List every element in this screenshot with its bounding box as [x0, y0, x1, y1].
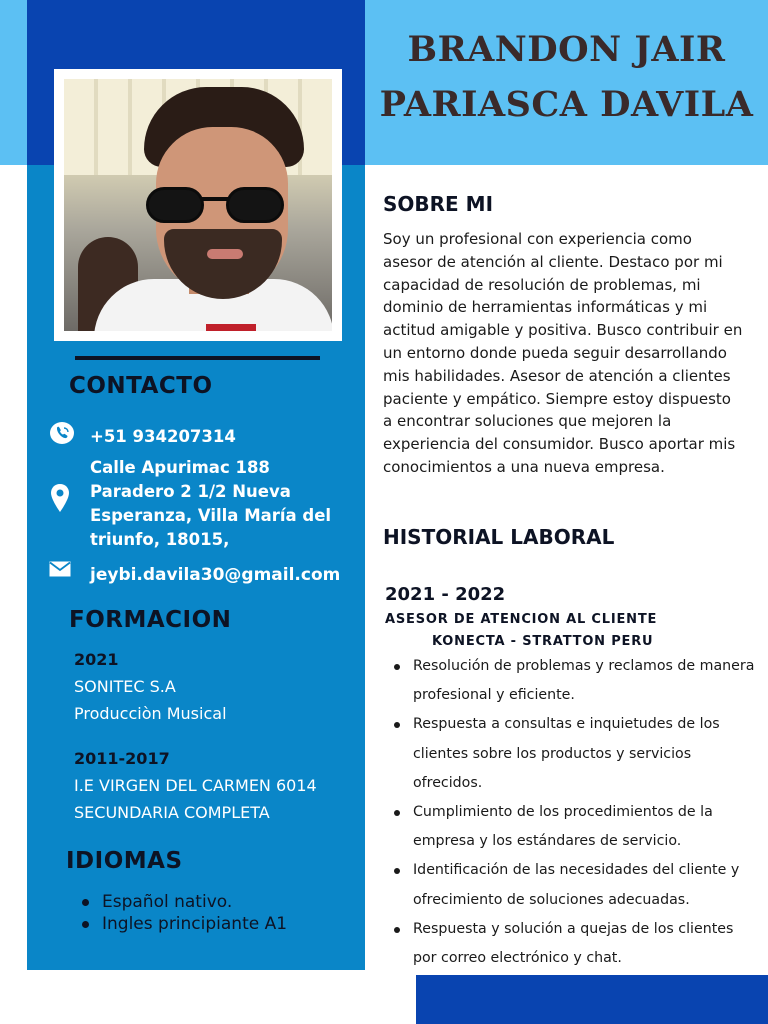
education-year: 2011-2017 — [74, 749, 170, 768]
education-entry — [74, 745, 317, 826]
education-entry — [74, 646, 227, 727]
education-institution: I.E VIRGEN DEL CARMEN 6014 — [74, 776, 317, 795]
job-years: 2021 - 2022 — [385, 584, 506, 605]
profile-photo-frame — [54, 69, 342, 341]
languages-heading: IDIOMAS — [66, 848, 183, 874]
envelope-icon — [49, 561, 71, 577]
about-text: Soy un profesional con experiencia como asesor de atención al cliente. Destaco por mi capacidad de resolución de problemas, mi dominio de herramientas informáticas y mi actitud amigable y positiva. Busco contribuir en un entorno donde pueda seguir desarrollando mis habilidades. Asesor de atención a clientes paciente y empático. Siempre estoy dispuesto a encontrar soluciones que mejoren la experiencia del consumidor. Busco aportar mis conocimientos a una nueva empresa. — [383, 230, 743, 476]
language-item: Ingles principiante A1 — [80, 913, 287, 935]
address: Calle Apurimac 188 Paradero 2 1/2 Nueva Esperanza, Villa María del triunfo, 18015, — [90, 458, 332, 549]
education-year: 2021 — [74, 650, 119, 669]
job-role: ASESOR DE ATENCION AL CLIENTE — [385, 612, 658, 627]
education-heading: FORMACION — [69, 607, 232, 633]
language-item: Español nativo. — [80, 891, 287, 913]
work-history-heading: HISTORIAL LABORAL — [383, 525, 615, 549]
name-line-2: PARIASCA DAVILA — [379, 84, 754, 125]
contact-heading: CONTACTO — [69, 373, 213, 399]
education-institution: SONITEC S.A — [74, 677, 176, 696]
location-pin-icon — [50, 483, 70, 513]
duty-item: Resolución de problemas y reclamos de manera profesional y eficiente. — [390, 652, 755, 710]
about-heading: SOBRE MI — [383, 192, 494, 216]
phone-icon — [49, 421, 75, 445]
duty-item: Identificación de las necesidades del cliente y ofrecimiento de soluciones adecuadas. — [390, 856, 755, 914]
job-duties-list — [390, 652, 755, 973]
footer-accent-block — [416, 975, 768, 1024]
profile-photo — [64, 79, 332, 331]
phone-number: +51 934207314 — [90, 427, 236, 446]
job-company: KONECTA - STRATTON PERU — [432, 634, 654, 649]
name-line-1: BRANDON JAIR — [407, 29, 726, 70]
education-program: SECUNDARIA COMPLETA — [74, 803, 270, 822]
languages-list — [80, 891, 287, 935]
duty-item: Respuesta a consultas e inquietudes de los clientes sobre los productos y servicios ofrecidos. — [390, 710, 755, 798]
email-address: jeybi.davila30@gmail.com — [90, 565, 341, 585]
sidebar-divider — [75, 356, 320, 360]
education-program: Producciòn Musical — [74, 704, 227, 723]
duty-item: Cumplimiento de los procedimientos de la empresa y los estándares de servicio. — [390, 798, 755, 856]
duty-item: Respuesta y solución a quejas de los clientes por correo electrónico y chat. — [390, 915, 755, 973]
